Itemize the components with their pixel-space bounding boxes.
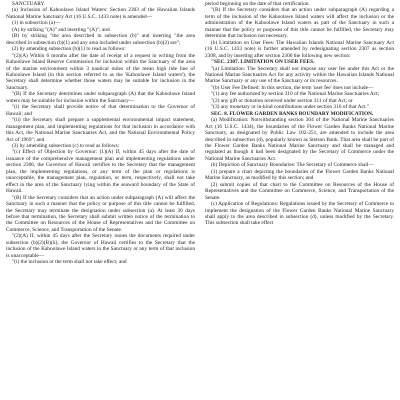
paragraph: (b) Limitation on User Fees: The Hawaiian Islands National Marine Sanctuary Act (16 U.S.C. 1433 note) is further amended by redesignating section 2307 as section 2308, and by inserting after section 2306 the following new section: xyxy=(205,39,394,59)
paragraph: "(ii) the Secretary shall prepare a supplemental environmental impact statement, management plan, and implementing regulations for that inclusion in accordance with this Act, the National Marine Sanctuaries Act, and the National Environmental Policy Act of 1969"; and xyxy=(6,117,195,143)
paragraph: (A) by striking "(A)" and inserting "(A)"; and xyxy=(12,26,110,33)
paragraph: "(i) the inclusion or the term shall not take effect; and xyxy=(12,259,127,266)
paragraph: "(1) any fee authorized by section 310 of the National Marine Sanctuaries Act; xyxy=(211,91,380,98)
paragraph: "(B) If the Secretary determines under subparagraph (A) that the Kahoolawe Island waters may be suitable for inclusion within the Sanctuary— xyxy=(6,91,195,104)
section-heading: "SEC. 2307. LIMITATION ON USER FEES. xyxy=(211,59,315,66)
paragraph: (a) Modification: Notwithstanding section 304 of the National Marine Sanctuaries Act (16 U.S.C. 1434), the boundaries of the Flower Garden Banks National Marine Sanctuary, as designated by Public Law 102-251, are amended to include the area described in subsection (d), popularly known as Stetson Bank. That area shall be part of the Flower Garden Banks National Marine Sanctuary and shall be managed and regulated as though it had been designated by the Secretary of Commerce under the National Marine Sanctuaries Act. xyxy=(205,117,394,162)
paragraph: "(a) Limitation: The Secretary shall not impose any user fee under this Act or the National Marine Sanctuaries Act for any activity within the Hawaiian Islands National Marine Sanctuary or any use of the Sanctuary or its resources. xyxy=(205,65,394,85)
paragraph: "(3) any monetary or in-kind contributions under section 316 of that Act.". xyxy=(211,104,371,111)
paragraph: "(2) any gift or donation received under section 311 of that Act; or xyxy=(211,97,353,104)
paragraph: (1) prepare a chart depicting the boundaries of the Flower Garden Banks National Marine Sanctuary, as modified by this section; and xyxy=(205,168,394,182)
paragraph: "(B) If the Secretary considers that an action under subparagraph (A) regarding a term of the inclusion of the Kahoolawe Island waters will affect the inclusion or the administration of the Kahoolawe Island waters as part of the Sanctuary in such a manner that the policy or purposes of this title cannot be fulfilled, the Secretary may determine that inclusion not necessary. xyxy=(205,7,394,40)
paragraph: "(2)(A) Within 6 months after the date of receipt of a request in writing from the Kahoolawe Island Reserve Commission for inclusion within the Sanctuary of the area of the marine environment within 3 nautical miles of the mean high tide line of Kahoolawe Island (in this section referred to as the 'Kahoolawe Island waters'), the Secretary shall determine whether those waters may be suitable for inclusion in the Sanctuary. xyxy=(6,52,195,91)
paragraph: "(b) User Fee Defined: In this section, the term 'user fee' does not include— xyxy=(211,84,374,91)
paragraph: (2) submit copies of that chart to the Committee on Resources of the House of Representatives and the Committee on Commerce, Science, and Transportation of the Senate. xyxy=(205,181,394,201)
paragraph: period beginning on the date of that certification. xyxy=(205,1,310,7)
paragraph: SANCTUARY. xyxy=(12,1,46,7)
section-heading: SEC. 8. FLOWER GARDEN BANKS BOUNDARY MODIFICATION. xyxy=(211,110,374,117)
paragraph: (3) by amending subsection (c) to read as follows: xyxy=(12,142,120,149)
paragraph: "(2)(A) If, within 45 days after the Secretary issues the documents required under subsection (b)(2)(B)(ii), the Governor of Hawaii certifies to the Secretary that the inclusion of the Kahoolawe Island waters in the Sanctuary or any term of that inclusion is unacceptable— xyxy=(6,233,195,259)
paragraph: "(c) Effect of Objection by Governor: (1)(A) If, within 45 days after the date of issuance of the comprehensive management plan and implementing regulations under section 2306, the Governor of Hawaii certifies to the Secretary that the management plan, the implementing regulations, or any term of the plan or regulations is unacceptable, the management plan, regulation, or term, respectively, shall not take effect in the area of the Sanctuary lying within the seaward boundary of the State of Hawaii. xyxy=(6,149,195,195)
paragraph: (B) by striking "the area described in subsection (b)" and inserting "the area described in subsection (b)(1) and any area included under subsection (b)(2) are"; xyxy=(6,33,195,46)
paragraph: (2) by amending subsection (b)(1) to read as follows: xyxy=(12,46,126,53)
paragraph: (1) in subsection (a)— xyxy=(12,20,61,27)
paragraph: "(i) the Secretary shall provide notice of that determination to the Governor of Hawaii; and xyxy=(6,104,195,117)
paragraph: (c) Application of Regulations: Regulations issued by the Secretary of Commerce to implement the designation of the Flower Garden Banks National Marine Sanctuary shall apply to the area described in subsection (d), unless modified by the Secretary. This subsection shall take effect xyxy=(205,201,394,227)
left-text-column xyxy=(6,1,195,400)
paragraph: (a) Inclusion of Kahoolawe Island Waters: Section 2303 of the Hawaiian Islands National Marine Sanctuary Act (16 U.S.C. 1433 note) is amended— xyxy=(6,7,195,20)
paragraph: "(B) If the Secretary considers that an action under subparagraph (A) will affect the Sanctuary in such a manner that the policy or purpose of this title cannot be fulfilled, the Secretary may terminate the designation under subsection (a). At least 30 days before that termination, the Secretary shall submit written notice of the termination to the Committee on Resources of the House of Representatives and the Committee on Commerce, Science, and Transportation of the Senate. xyxy=(6,194,195,233)
paragraph: (b) Depiction of Sanctuary Boundaries: The Secretary of Commerce shall— xyxy=(211,162,374,169)
right-text-column xyxy=(205,1,394,400)
